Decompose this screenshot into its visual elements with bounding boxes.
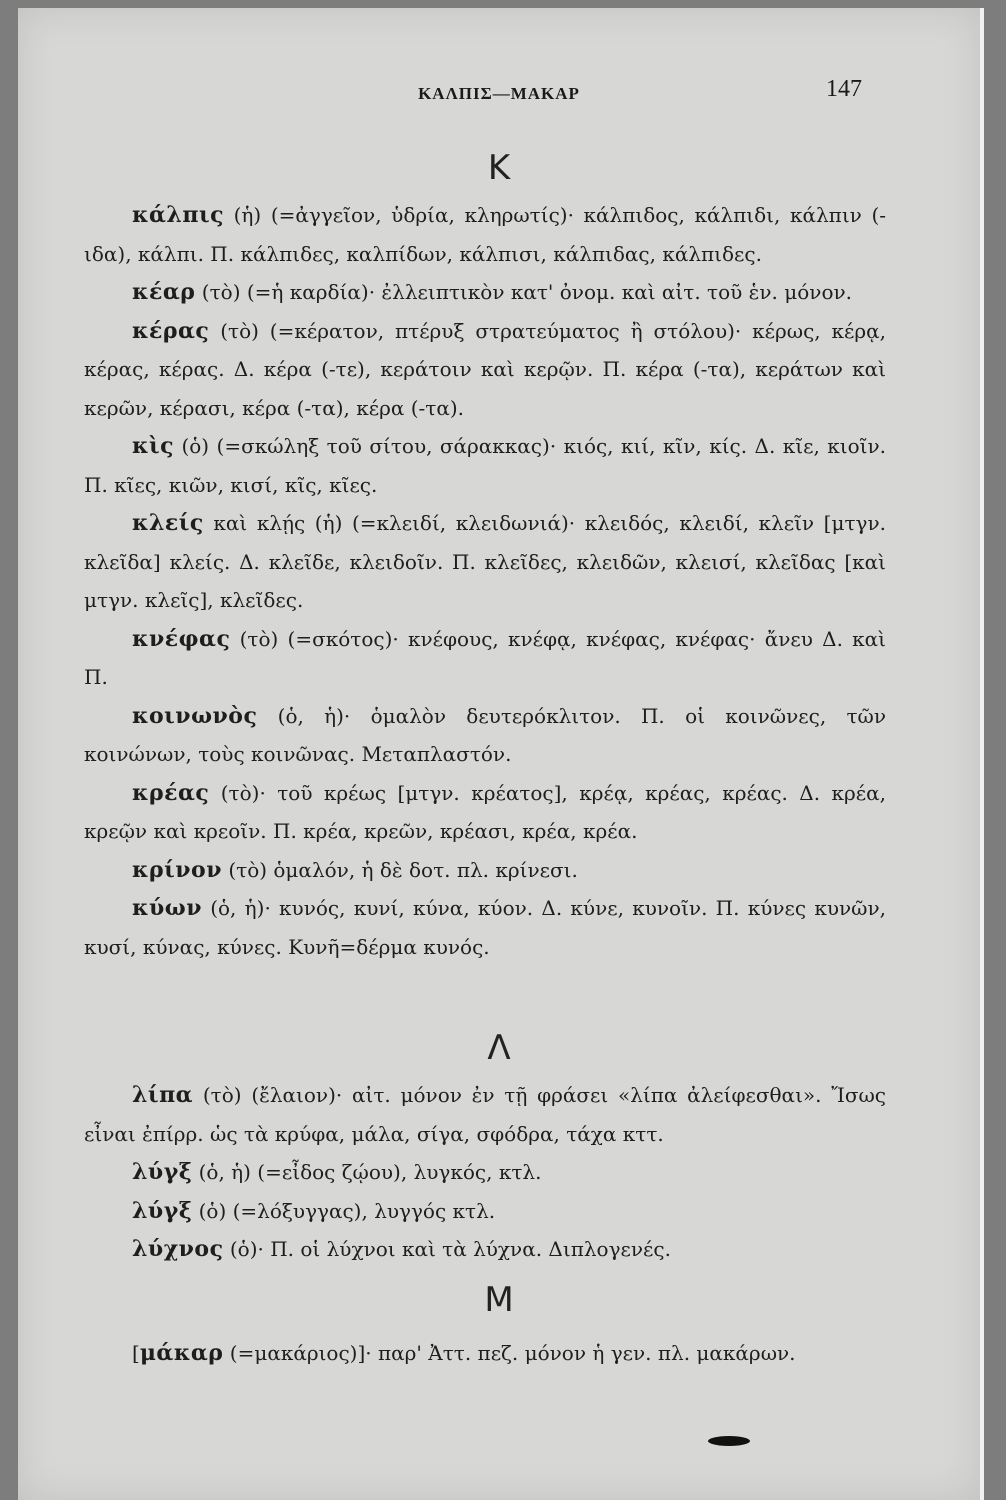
dictionary-entry xyxy=(84,620,886,697)
dictionary-entry xyxy=(84,1230,886,1269)
entry-headword: κάλπις xyxy=(132,202,224,228)
entry-text: (ὁ, ἡ)· κυνός, κυνί, κύνα, κύον. Δ. κύνε, κυνοῖν. Π. κύνες κυνῶν, κυσί, κύνας, κύνες. Κυνῆ=δέρμα κυνός. xyxy=(84,896,886,959)
entry-text: (τὸ) (=σκότος)· κνέφους, κνέφᾳ, κνέφας, κνέφας· ἄνευ Δ. καὶ Π. xyxy=(84,626,886,689)
entry-text: (τὸ) ὁμαλόν, ἡ δὲ δοτ. πλ. κρίνεσι. xyxy=(221,857,578,882)
section-mu-entries xyxy=(84,1334,886,1373)
entry-text: (ὁ, ἡ) (=εἶδος ζῴου), λυγκός, κτλ. xyxy=(192,1160,542,1184)
entry-text: (ὁ, ἡ)· ὁμαλὸν δευτερόκλιτον. Π. οἱ κοινῶνες, τῶν κοινώνων, τοὺς κοινῶνας. Μεταπλαστόν. xyxy=(84,703,886,766)
entry-headword: κλείς xyxy=(132,510,204,536)
section-letter-mu: Μ xyxy=(484,1280,514,1320)
section-k-entries xyxy=(84,196,886,966)
entry-text: (ὁ) (=λόξυγγας), λυγγός κτλ. xyxy=(192,1198,496,1223)
entry-text: καὶ κλῄς (ἡ) (=κλειδί, κλειδωνιά)· κλειδός, κλειδί, κλεῖν [μτγν. κλεῖδα] κλείς. Δ. κλεῖδε, κλειδοῖν. Π. κλεῖδες, κλειδῶν, κλεισί, κλεῖδας [καὶ μτγν. κλεῖς], κλεῖδες. xyxy=(84,511,886,612)
entry-headword: λύχνος xyxy=(132,1236,224,1262)
dictionary-entry xyxy=(84,427,886,504)
entry-text: (ὁ) (=σκώληξ τοῦ σίτου, σάρακκας)· κιός, κιί, κῖν, κίς. Δ. κῖε, κιοῖν. Π. κῖες, κιῶν, κισί, κῖς, κῖες. xyxy=(84,434,886,497)
dictionary-entry xyxy=(84,312,886,428)
section-letter-k: Κ xyxy=(487,148,511,188)
entry-text: (ἡ) (=ἀγγεῖον, ὑδρία, κληρωτίς)· κάλπιδος, κάλπιδι, κάλπιν (-ιδα), κάλπι. Π. κάλπιδες, καλπίδων, κάλπισι, κάλπιδας, κάλπιδες. xyxy=(84,203,886,266)
section-lambda-entries xyxy=(84,1076,886,1269)
entry-prefix: [ xyxy=(132,1341,140,1365)
entry-headword: λύγξ xyxy=(132,1159,193,1185)
dictionary-entry xyxy=(84,504,886,620)
section-letter-lambda: Λ xyxy=(487,1028,511,1068)
entry-text: (=μακάριος)]· παρ' Ἀττ. πεζ. μόνον ἡ γεν. πλ. μακάρων. xyxy=(223,1341,796,1365)
dictionary-entry xyxy=(84,273,886,312)
entry-headword: μάκαρ xyxy=(139,1340,224,1366)
entry-text: (τὸ) (ἔλαιον)· αἰτ. μόνον ἐν τῇ φράσει «λίπα ἀλείφεσθαι». Ἴσως εἶναι ἐπίρρ. ὡς τὰ κρύφα, μάλα, σίγα, σφόδρα, τάχα κττ. xyxy=(84,1083,886,1146)
dictionary-entry xyxy=(84,196,886,273)
entry-headword: κύων xyxy=(132,895,202,921)
dictionary-page xyxy=(18,8,984,1500)
dictionary-entry xyxy=(84,889,886,966)
entry-text: (τὸ) (=κέρατον, πτέρυξ στρατεύματος ἢ στόλου)· κέρως, κέρᾳ, κέρας, κέρας. Δ. κέρα (-τε), κεράτοιν καὶ κερῷν. Π. κέρα (-τα), κεράτων καὶ κερῶν, κέρασι, κέρα (-τα), κέρα (-τα). xyxy=(84,318,886,420)
entry-headword: κὶς xyxy=(132,433,175,459)
entry-headword: κρέας xyxy=(132,779,210,806)
entry-headword: λύγξ xyxy=(132,1197,193,1224)
entry-headword: κνέφας xyxy=(132,625,231,652)
entry-headword: κοινωνὸς xyxy=(132,702,258,729)
entry-text: (τὸ)· τοῦ κρέως [μτγν. κρέατος], κρέᾳ, κρέας, κρέας. Δ. κρέα, κρεῷν καὶ κρεοῖν. Π. κρέα, κρεῶν, κρέασι, κρέα, κρέα. xyxy=(84,780,886,843)
page-number: 147 xyxy=(826,76,862,102)
ink-blot xyxy=(708,1436,750,1446)
dictionary-entry xyxy=(84,851,886,890)
dictionary-entry xyxy=(84,1076,886,1153)
entry-headword: λίπα xyxy=(132,1082,194,1108)
dictionary-entry xyxy=(84,1334,886,1373)
entry-text: (ὁ)· Π. οἱ λύχνοι καὶ τὰ λύχνα. Διπλογενές. xyxy=(223,1237,671,1261)
entry-headword: κρίνον xyxy=(132,856,222,883)
entry-text: (τὸ) (=ἡ καρδία)· ἐλλειπτικὸν κατ' ὀνομ. καὶ αἰτ. τοῦ ἑν. μόνον. xyxy=(195,280,853,304)
dictionary-entry xyxy=(84,1192,886,1231)
dictionary-entry xyxy=(84,697,886,774)
entry-headword: κέαρ xyxy=(132,279,196,305)
entry-headword: κέρας xyxy=(132,317,210,344)
dictionary-entry xyxy=(84,774,886,851)
dictionary-entry xyxy=(84,1153,886,1192)
running-header: ΚΑΛΠΙΣ—ΜΑΚΑΡ xyxy=(418,84,580,103)
